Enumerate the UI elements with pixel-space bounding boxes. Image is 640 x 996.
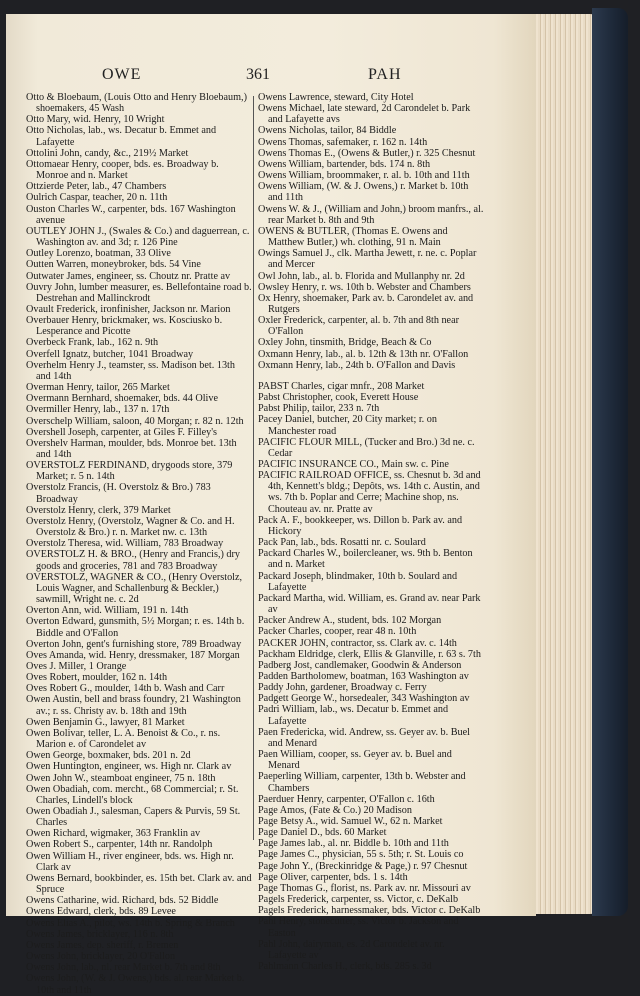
directory-entry: Overton Edward, gunsmith, 5½ Morgan; r. es. 14th b. Biddle and O'Fallon <box>26 616 245 639</box>
directory-entry: Overton Ann, wid. William, 191 n. 14th <box>26 605 189 617</box>
directory-entry: Pagels Frederick, carpenter, ss. Victor, c. DeKalb <box>258 894 459 906</box>
directory-entry: Owen Richard, wigmaker, 363 Franklin av <box>26 828 201 840</box>
directory-entry: Oulrich Caspar, teacher, 20 n. 11th <box>26 192 168 204</box>
directory-entry: Pahl John, dairyman, es. 2d Carondelet av. nr. Lafayette av <box>258 938 445 961</box>
directory-entry: Pagels Frederick, harnessmaker, bds. Victor c. DeKalb <box>258 905 481 917</box>
directory-entry: Owen William H., river engineer, bds. ws. High nr. Clark av <box>26 850 234 873</box>
directory-entry: Overmiller Henry, lab., 137 n. 17th <box>26 404 170 416</box>
directory-entry: Owen Austin, bell and brass foundry, 21 Washington av.; r. ss. Christy av. b. 18th and 19th <box>26 694 241 717</box>
directory-entry: Owen Bolivar, teller, L. A. Benoist & Co., r. ns. Marion e. of Carondelet av <box>26 727 221 751</box>
directory-entry: Oves Robert G., moulder, 14th b. Wash and Carr <box>26 683 225 695</box>
book-cover <box>592 8 628 916</box>
directory-entry: Owl John, lab., al. b. Florida and Mullanphy nr. 2d <box>258 270 465 282</box>
directory-entry: PACIFIC RAILROAD OFFICE, ss. Chesnut b. 3d and 4th, Kennett's bldg.; Depôts, ws. 14th c. Austin, and ws. 7th b. Poplar and Cerre; Machine shop, ns. Chouteau av. nr. Pratte av <box>258 470 481 515</box>
directory-entry: Owen Robert S., carpenter, 14th nr. Randolph <box>26 839 213 851</box>
directory-entry: Overshell Joseph, carpenter, at Giles F. Filley's <box>26 426 218 438</box>
left-column <box>26 92 252 996</box>
right-column <box>258 92 484 973</box>
directory-entry: Owens Thomas, safemaker, r. 162 n. 14th <box>258 136 428 148</box>
directory-entry: Owens Catharine, wid. Richard, bds. 52 Biddle <box>26 895 219 907</box>
directory-entry: Page Betsy A., wid. Samuel W., 62 n. Market <box>258 816 443 827</box>
page-edges <box>528 14 598 914</box>
directory-entry: Paen William, cooper, ss. Geyer av. b. Buel and Menard <box>258 749 452 772</box>
directory-entry: Overschelp William, saloon, 40 Morgan; r. 82 n. 12th <box>26 415 244 427</box>
directory-entry: Owen Obadiah J., salesman, Capers & Purvis, 59 St. Charles <box>26 806 241 829</box>
directory-entry: Packard Joseph, blindmaker, 10th b. Soulard and Lafayette <box>258 570 458 593</box>
directory-entry: OVERSTOLZ FERDINAND, drygoods store, 379 Market; r. 5 n. 14th <box>26 460 233 483</box>
directory-entry: Packard Charles W., boilercleaner, ws. 9th b. Benton and n. Market <box>258 548 473 571</box>
directory-entry: Overstolz Henry, (Overstolz, Wagner & Co. and H. Overstolz & Bro.) r. n. Market nw. c. 13th <box>26 515 235 539</box>
directory-entry: Overton John, gent's furnishing store, 789 Broadway <box>26 638 242 650</box>
directory-entry: Pacey Daniel, butcher, 20 City market; r. on Manchester road <box>258 414 437 437</box>
directory-entry: Paddy John, gardener, Broadway c. Ferry <box>258 682 427 694</box>
directory-entry: Owens Nicholas, tailor, 84 Biddle <box>258 125 397 137</box>
directory-entry: Pahlmann Charles H., clerk, bds. 285 s. 3d <box>258 961 432 973</box>
directory-entry: Page Oliver, carpenter, bds. 1 s. 14th <box>258 871 408 883</box>
directory-entry: Ottolini John, candy, &c., 219½ Market <box>26 147 189 159</box>
directory-entry: Owen Benjamin G., lawyer, 81 Market <box>26 716 185 728</box>
directory-entry: Oxley John, tinsmith, Bridge, Beach & Co <box>258 337 432 349</box>
directory-entry: Pabst Philip, tailor, 233 n. 7th <box>258 403 380 415</box>
directory-entry: Pack A. F., bookkeeper, ws. Dillon b. Park av. and Hickory <box>258 514 463 537</box>
directory-entry: Overshelv Harman, moulder, bds. Monroe bet. 13th and 14th <box>26 437 237 460</box>
directory-entry: Outley Lorenzo, boatman, 33 Olive <box>26 248 171 260</box>
directory-entry: PACKER JOHN, contractor, ss. Clark av. c. 14th <box>258 637 457 649</box>
directory-entry: Packard Martha, wid. William, es. Grand av. near Park av <box>258 592 481 616</box>
directory-entry: Packer Charles, cooper, rear 48 n. 10th <box>258 626 417 638</box>
header-left-guide: OWE <box>102 66 142 83</box>
directory-entry: Overfell Ignatz, butcher, 1041 Broadway <box>26 348 194 360</box>
directory-entry: Page Thomas G., florist, ns. Park av. nr. Missouri av <box>258 882 471 894</box>
directory-entry: Owens Edward, clerk, bds. 89 Levee <box>26 906 176 918</box>
directory-entry: Ouston Charles W., carpenter, bds. 167 Washington avenue <box>26 203 236 226</box>
directory-entry: Overstolz Francis, (H. Overstolz & Bro.) 783 Broadway <box>26 482 211 505</box>
directory-entry: Owens Michael, late steward, 2d Carondelet b. Park and Lafayette avs <box>258 103 471 126</box>
directory-entry: Padden Bartholomew, boatman, 163 Washington av <box>258 670 469 682</box>
directory-entry: Page Daniel D., bds. 60 Market <box>258 827 387 839</box>
directory-entry: Otto Mary, wid. Henry, 10 Wright <box>26 114 165 126</box>
directory-entry: Owens W. & J., (William and John,) broom manfrs., al. rear Market b. 8th and 9th <box>258 203 484 226</box>
directory-entry: PABST Charles, cigar mnfr., 208 Market <box>258 380 425 392</box>
directory-entry: Ouvry John, lumber measurer, es. Bellefontaine road b. Destrehan and Mallinckrodt <box>26 281 252 304</box>
directory-entry: PACIFIC FLOUR MILL, (Tucker and Bro.) 3d ne. c. Cedar <box>258 436 475 459</box>
directory-entry: Otto & Bloebaum, (Louis Otto and Henry Bloebaum,) shoemakers, 45 Wash <box>26 92 247 115</box>
directory-entry: Packer Andrew A., student, bds. 102 Morgan <box>258 615 442 627</box>
directory-entry: Overhelm Henry J., teamster, ss. Madison bet. 13th and 14th <box>26 359 235 382</box>
directory-entry: Ottzierde Peter, lab., 47 Chambers <box>26 181 167 193</box>
column-divider <box>253 96 254 840</box>
directory-entry: Owens James, bricklayer, 116 n. 8th <box>26 928 174 940</box>
directory-entry: Ovault Frederick, ironfinisher, Jackson nr. Marion <box>26 303 231 315</box>
directory-entry: Overbeck Frank, lab., 162 n. 9th <box>26 337 159 349</box>
directory-entry: OVERSTOLZ H. & BRO., (Henry and Francis,) dry goods and groceries, 781 and 783 Broadway <box>26 549 241 572</box>
section-gap <box>258 371 484 381</box>
directory-entry: Page James lab., al. nr. Biddle b. 10th and 11th <box>258 838 449 850</box>
directory-entry: Overbauer Henry, brickmaker, ws. Kosciusko b. Lesperance and Picotte <box>26 315 223 338</box>
directory-entry: Outten Warren, moneybroker, bds. 54 Vine <box>26 259 201 271</box>
directory-entry: Otto Nicholas, lab., ws. Decatur b. Emmet and Lafayette <box>26 125 217 148</box>
directory-entry: PACIFIC INSURANCE CO., Main sw. c. Pine <box>258 459 449 470</box>
directory-entry: Owsley Henry, r. ws. 10th b. Webster and Chambers <box>258 281 471 293</box>
directory-entry: Owings Samuel J., clk. Martha Jewett, r. ne. c. Poplar and Mercer <box>258 248 477 271</box>
directory-entry: Owens Elias A., pilot, ws. 14th b. Spring & Branch <box>26 917 235 929</box>
header-right-guide: PAH <box>368 66 402 83</box>
directory-entry: Oxmann Henry, lab., al. b. 12th & 13th nr. O'Fallon <box>258 348 469 360</box>
directory-page <box>6 14 536 996</box>
page-header <box>6 66 536 84</box>
directory-entry: Oves Robert, moulder, 162 n. 14th <box>26 672 168 684</box>
directory-entry: Owens John, lab., nl. rear Market b. 7th and 8th <box>26 962 221 974</box>
directory-entry: Page Amos, (Fate & Co.) 20 Madison <box>258 804 412 816</box>
directory-entry: Oxler Frederick, carpenter, al. b. 7th and 8th near O'Fallon <box>258 315 459 338</box>
directory-entry: Packham Eldridge, clerk, Ellis & Glanville, r. 63 s. 7th <box>258 648 481 660</box>
directory-entry: Owens William, bartender, bds. 174 n. 8th <box>258 158 431 170</box>
directory-entry: Overman Henry, tailor, 265 Market <box>26 382 170 394</box>
directory-entry: Oxmann Henry, lab., 24th b. O'Fallon and Davis <box>258 359 456 371</box>
directory-entry: Owen John W., steamboat engineer, 75 n. 18th <box>26 772 216 784</box>
directory-entry: OUTLEY JOHN J., (Swales & Co.) and daguerrean, c. Washington av. and 3d; r. 126 Pine <box>26 225 250 249</box>
directory-entry: Outwater James, engineer, ss. Choutz nr. Pratte av <box>26 270 231 282</box>
directory-entry: Page James C., physician, 55 s. 5th; r. St. Louis co <box>258 849 464 861</box>
directory-entry: Owen Huntington, engineer, ws. High nr. Clark av <box>26 761 232 773</box>
directory-entry: Padri William, lab., ws. Decatur b. Emmet and Lafayette <box>258 704 449 727</box>
page-number: 361 <box>246 66 270 83</box>
directory-entry: Pabst Christopher, cook, Everett House <box>258 392 419 404</box>
directory-entry: Owens Bernard, bookbinder, es. 15th bet. Clark av. and Spruce <box>26 872 252 896</box>
directory-entry: Owens John, bricklayer, 20 O'Fallon <box>26 951 176 963</box>
directory-entry: Owen George, boxmaker, bds. 201 n. 2d <box>26 750 191 762</box>
directory-entry: Owens Thomas E., (Owens & Butler,) r. 325 Chesnut <box>258 147 476 159</box>
directory-entry: Owens James, dep. sheriff, r. Bremen <box>26 939 179 951</box>
directory-entry: Overstolz Theresa, wid. William, 783 Broadway <box>26 538 224 550</box>
directory-entry: Pahl Henry, stonecutter, ss. Victor b. Jackson and Easton <box>258 916 459 939</box>
directory-entry: Page John Y., (Breckinridge & Page,) r. 97 Chesnut <box>258 860 468 872</box>
directory-entry: Paeperling William, carpenter, 13th b. Webster and Chambers <box>258 771 466 794</box>
directory-entry: Oves Amanda, wid. Henry, dressmaker, 187 Morgan <box>26 649 240 661</box>
directory-entry: Padgett George W., horsedealer, 343 Washington av <box>258 693 470 705</box>
directory-entry: Owens William, broommaker, r. al. b. 10th and 11th <box>258 170 470 182</box>
directory-entry: Paerduer Henry, carpenter, O'Fallon c. 16th <box>258 793 435 805</box>
directory-entry: Owens Lawrence, steward, City Hotel <box>258 92 414 103</box>
directory-entry: OWENS & BUTLER, (Thomas E. Owens and Matthew Butler,) wh. clothing, 91 n. Main <box>258 225 448 249</box>
directory-entry: Oves J. Miller, 1 Orange <box>26 660 127 672</box>
directory-entry: Overmann Bernhard, shoemaker, bds. 44 Olive <box>26 393 218 405</box>
directory-entry: Overstolz Henry, clerk, 379 Market <box>26 504 171 516</box>
directory-entry: Paen Fredericka, wid. Andrew, ss. Geyer av. b. Buel and Menard <box>258 726 470 749</box>
directory-entry: Padberg Jost, candlemaker, Goodwin & Anderson <box>258 659 462 671</box>
directory-entry: Ox Henry, shoemaker, Park av. b. Carondelet av. and Rutgers <box>258 292 474 315</box>
directory-entry: Owens John, (W. & J. Owens,) bds. al. rear Market b. 10th and 11th <box>26 973 245 996</box>
directory-entry: Ottomaear Henry, cooper, bds. es. Broadway b. Monroe and n. Market <box>26 158 219 182</box>
directory-entry: OVERSTOLZ, WAGNER & CO., (Henry Overstolz, Louis Wagner, and Schallenburg & Beckler,) sawmill, Wright ne. c. 2d <box>26 571 243 606</box>
directory-entry: Owen Obadiah, com. mercht., 68 Commercial; r. St. Charles, Lindell's block <box>26 783 239 806</box>
right-column-p-entries <box>258 381 484 972</box>
directory-entry: Pack Pan, lab., bds. Rosatti nr. c. Soulard <box>258 537 426 549</box>
right-column-o-entries <box>258 92 484 371</box>
directory-entry: Owens William, (W. & J. Owens,) r. Market b. 10th and 11th <box>258 181 469 204</box>
